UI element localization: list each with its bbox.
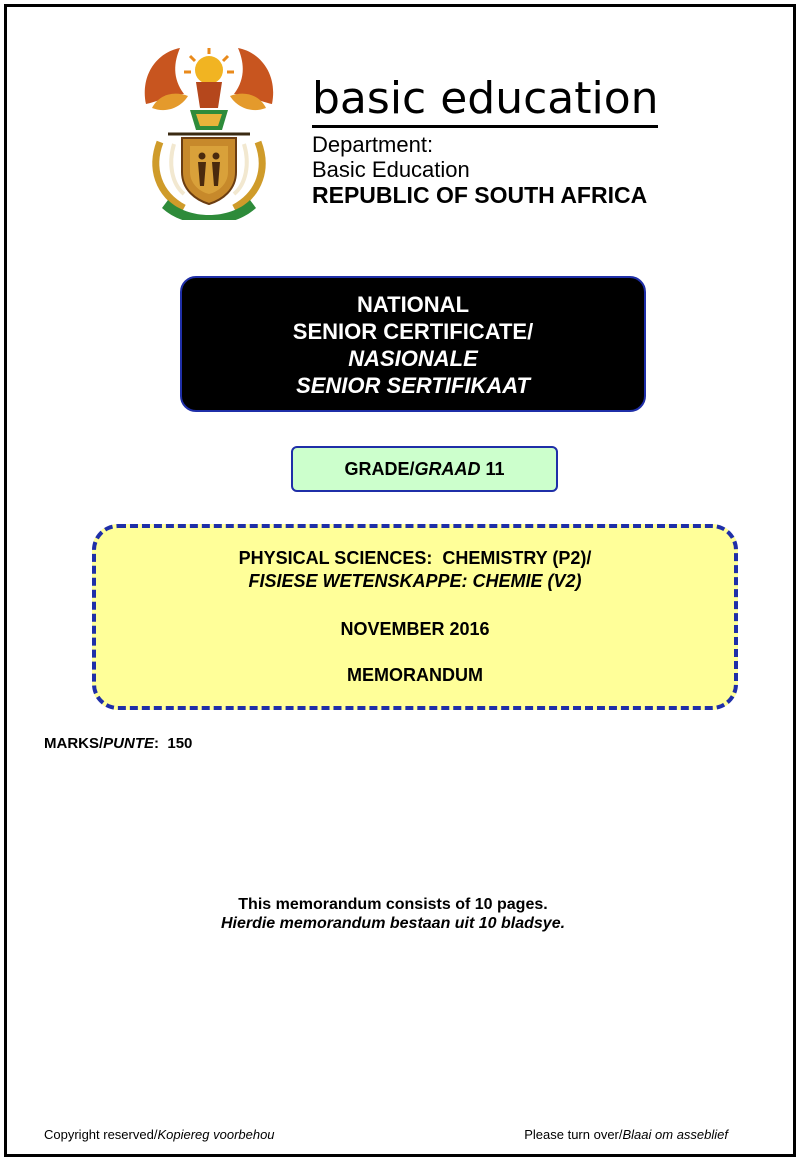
brand-title: basic education: [312, 73, 659, 124]
grade-value: 11: [480, 459, 505, 479]
marks-label-af: PUNTE: [103, 735, 155, 752]
marks-value: : 150: [154, 735, 193, 752]
page-count-af: Hierdie memorandum bestaan uit 10 bladsye.: [220, 915, 566, 932]
grade-label-af: GRAAD: [414, 459, 481, 479]
marks-label-en: MARKS/: [44, 735, 104, 752]
document-type: MEMORANDUM: [347, 665, 483, 685]
marks-total: [44, 735, 192, 752]
certificate-line-2: SENIOR CERTIFICATE/: [292, 319, 534, 344]
subject-title-af: FISIESE WETENSKAPPE: CHEMIE (V2): [248, 571, 582, 591]
brand-underline: [312, 125, 658, 128]
department-name: Basic Education: [312, 157, 470, 182]
certificate-line-3: NASIONALE: [348, 346, 478, 371]
turn-over-af: Blaai om asseblief: [622, 1127, 728, 1142]
grade-box: [291, 446, 558, 492]
certificate-line-4: SENIOR SERTIFIKAAT: [296, 373, 530, 398]
certificate-line-1: NATIONAL: [356, 292, 470, 317]
copyright-af: Kopiereg voorbehou: [157, 1127, 275, 1142]
exam-date: NOVEMBER 2016: [340, 619, 490, 639]
grade-label-en: GRADE/: [344, 459, 415, 479]
certificate-box: [180, 276, 646, 412]
coat-of-arms-icon: [138, 44, 280, 220]
turn-over-en: Please turn over/: [524, 1127, 623, 1142]
department-label: Department:: [312, 132, 434, 157]
page-count-en: This memorandum consists of 10 pages.: [238, 896, 548, 913]
country-name: REPUBLIC OF SOUTH AFRICA: [312, 182, 648, 208]
copyright-en: Copyright reserved/: [44, 1127, 158, 1142]
subject-title-en: PHYSICAL SCIENCES: CHEMISTRY (P2)/: [238, 548, 592, 568]
copyright-notice: [44, 1127, 275, 1142]
subject-box: [92, 524, 738, 710]
turn-over-notice: [524, 1127, 728, 1142]
